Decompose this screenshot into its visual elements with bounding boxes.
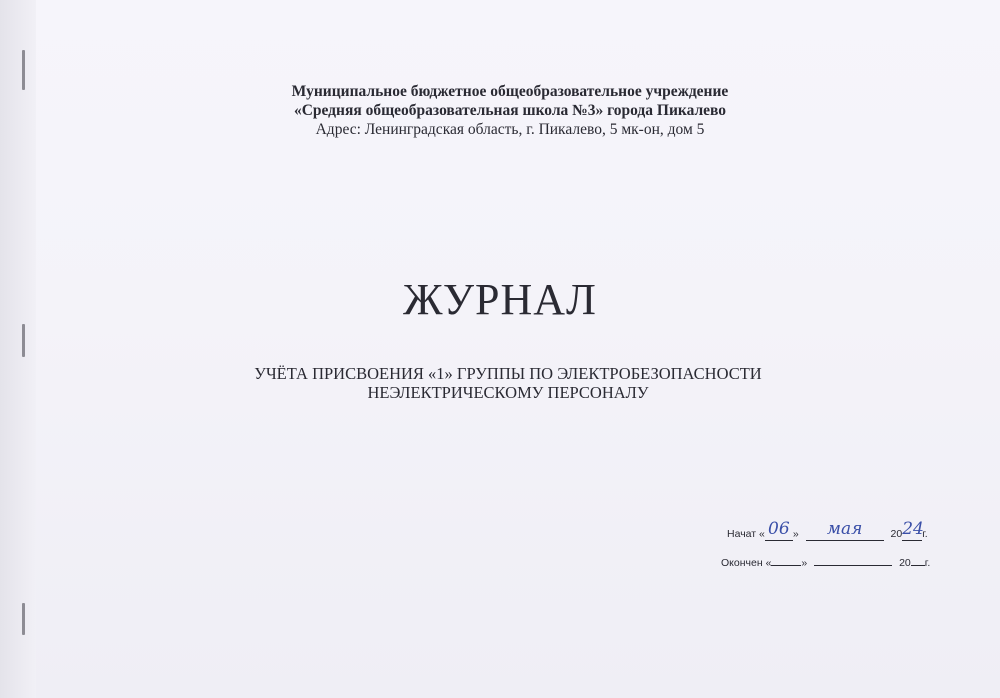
end-close-quote: » bbox=[801, 557, 808, 569]
school-name: «Средняя общеобразовательная школа №3» города Пикалево bbox=[293, 102, 727, 119]
start-month-field[interactable] bbox=[806, 519, 884, 541]
end-date-row bbox=[721, 557, 930, 569]
start-close-quote: » bbox=[792, 528, 799, 540]
start-year-handwritten: 24 bbox=[902, 519, 924, 539]
end-year-field[interactable] bbox=[911, 565, 925, 566]
start-date-row bbox=[727, 519, 928, 541]
start-month-handwritten: мая bbox=[826, 519, 863, 539]
end-month-field[interactable] bbox=[814, 565, 892, 566]
subtitle-line-2: НЕЭЛЕКТРИЧЕСКОМУ ПЕРСОНАЛУ bbox=[367, 383, 649, 402]
institution-header bbox=[150, 82, 870, 139]
end-year-end: г. bbox=[924, 557, 931, 569]
end-label: Окончен bbox=[721, 557, 763, 569]
journal-title: ЖУРНАЛ bbox=[403, 275, 597, 324]
institution-address: Адрес: Ленинградская область, г. Пикалево, 5 мк-он, дом 5 bbox=[315, 121, 705, 138]
end-day-field[interactable] bbox=[771, 565, 801, 566]
start-day-field[interactable] bbox=[765, 519, 793, 541]
end-year-prefix: 20 bbox=[899, 557, 911, 569]
start-day-handwritten: 06 bbox=[768, 519, 790, 539]
staple-bottom bbox=[22, 603, 25, 635]
start-year-field[interactable] bbox=[902, 519, 924, 541]
staple-top bbox=[22, 50, 25, 90]
start-year-end: г. bbox=[922, 528, 928, 540]
start-open-quote: « bbox=[759, 528, 765, 540]
binding-edge bbox=[0, 0, 36, 698]
end-open-quote: « bbox=[765, 557, 772, 569]
start-year-prefix: 20 bbox=[890, 528, 903, 540]
start-label: Начат bbox=[727, 528, 757, 540]
staple-middle bbox=[22, 324, 25, 357]
journal-subtitle bbox=[0, 364, 1000, 402]
institution-name: Муниципальное бюджетное общеобразовательное учреждение bbox=[291, 83, 729, 100]
subtitle-line-1: УЧЁТА ПРИСВОЕНИЯ «1» ГРУППЫ ПО ЭЛЕКТРОБЕЗОПАСНОСТИ bbox=[254, 364, 762, 383]
